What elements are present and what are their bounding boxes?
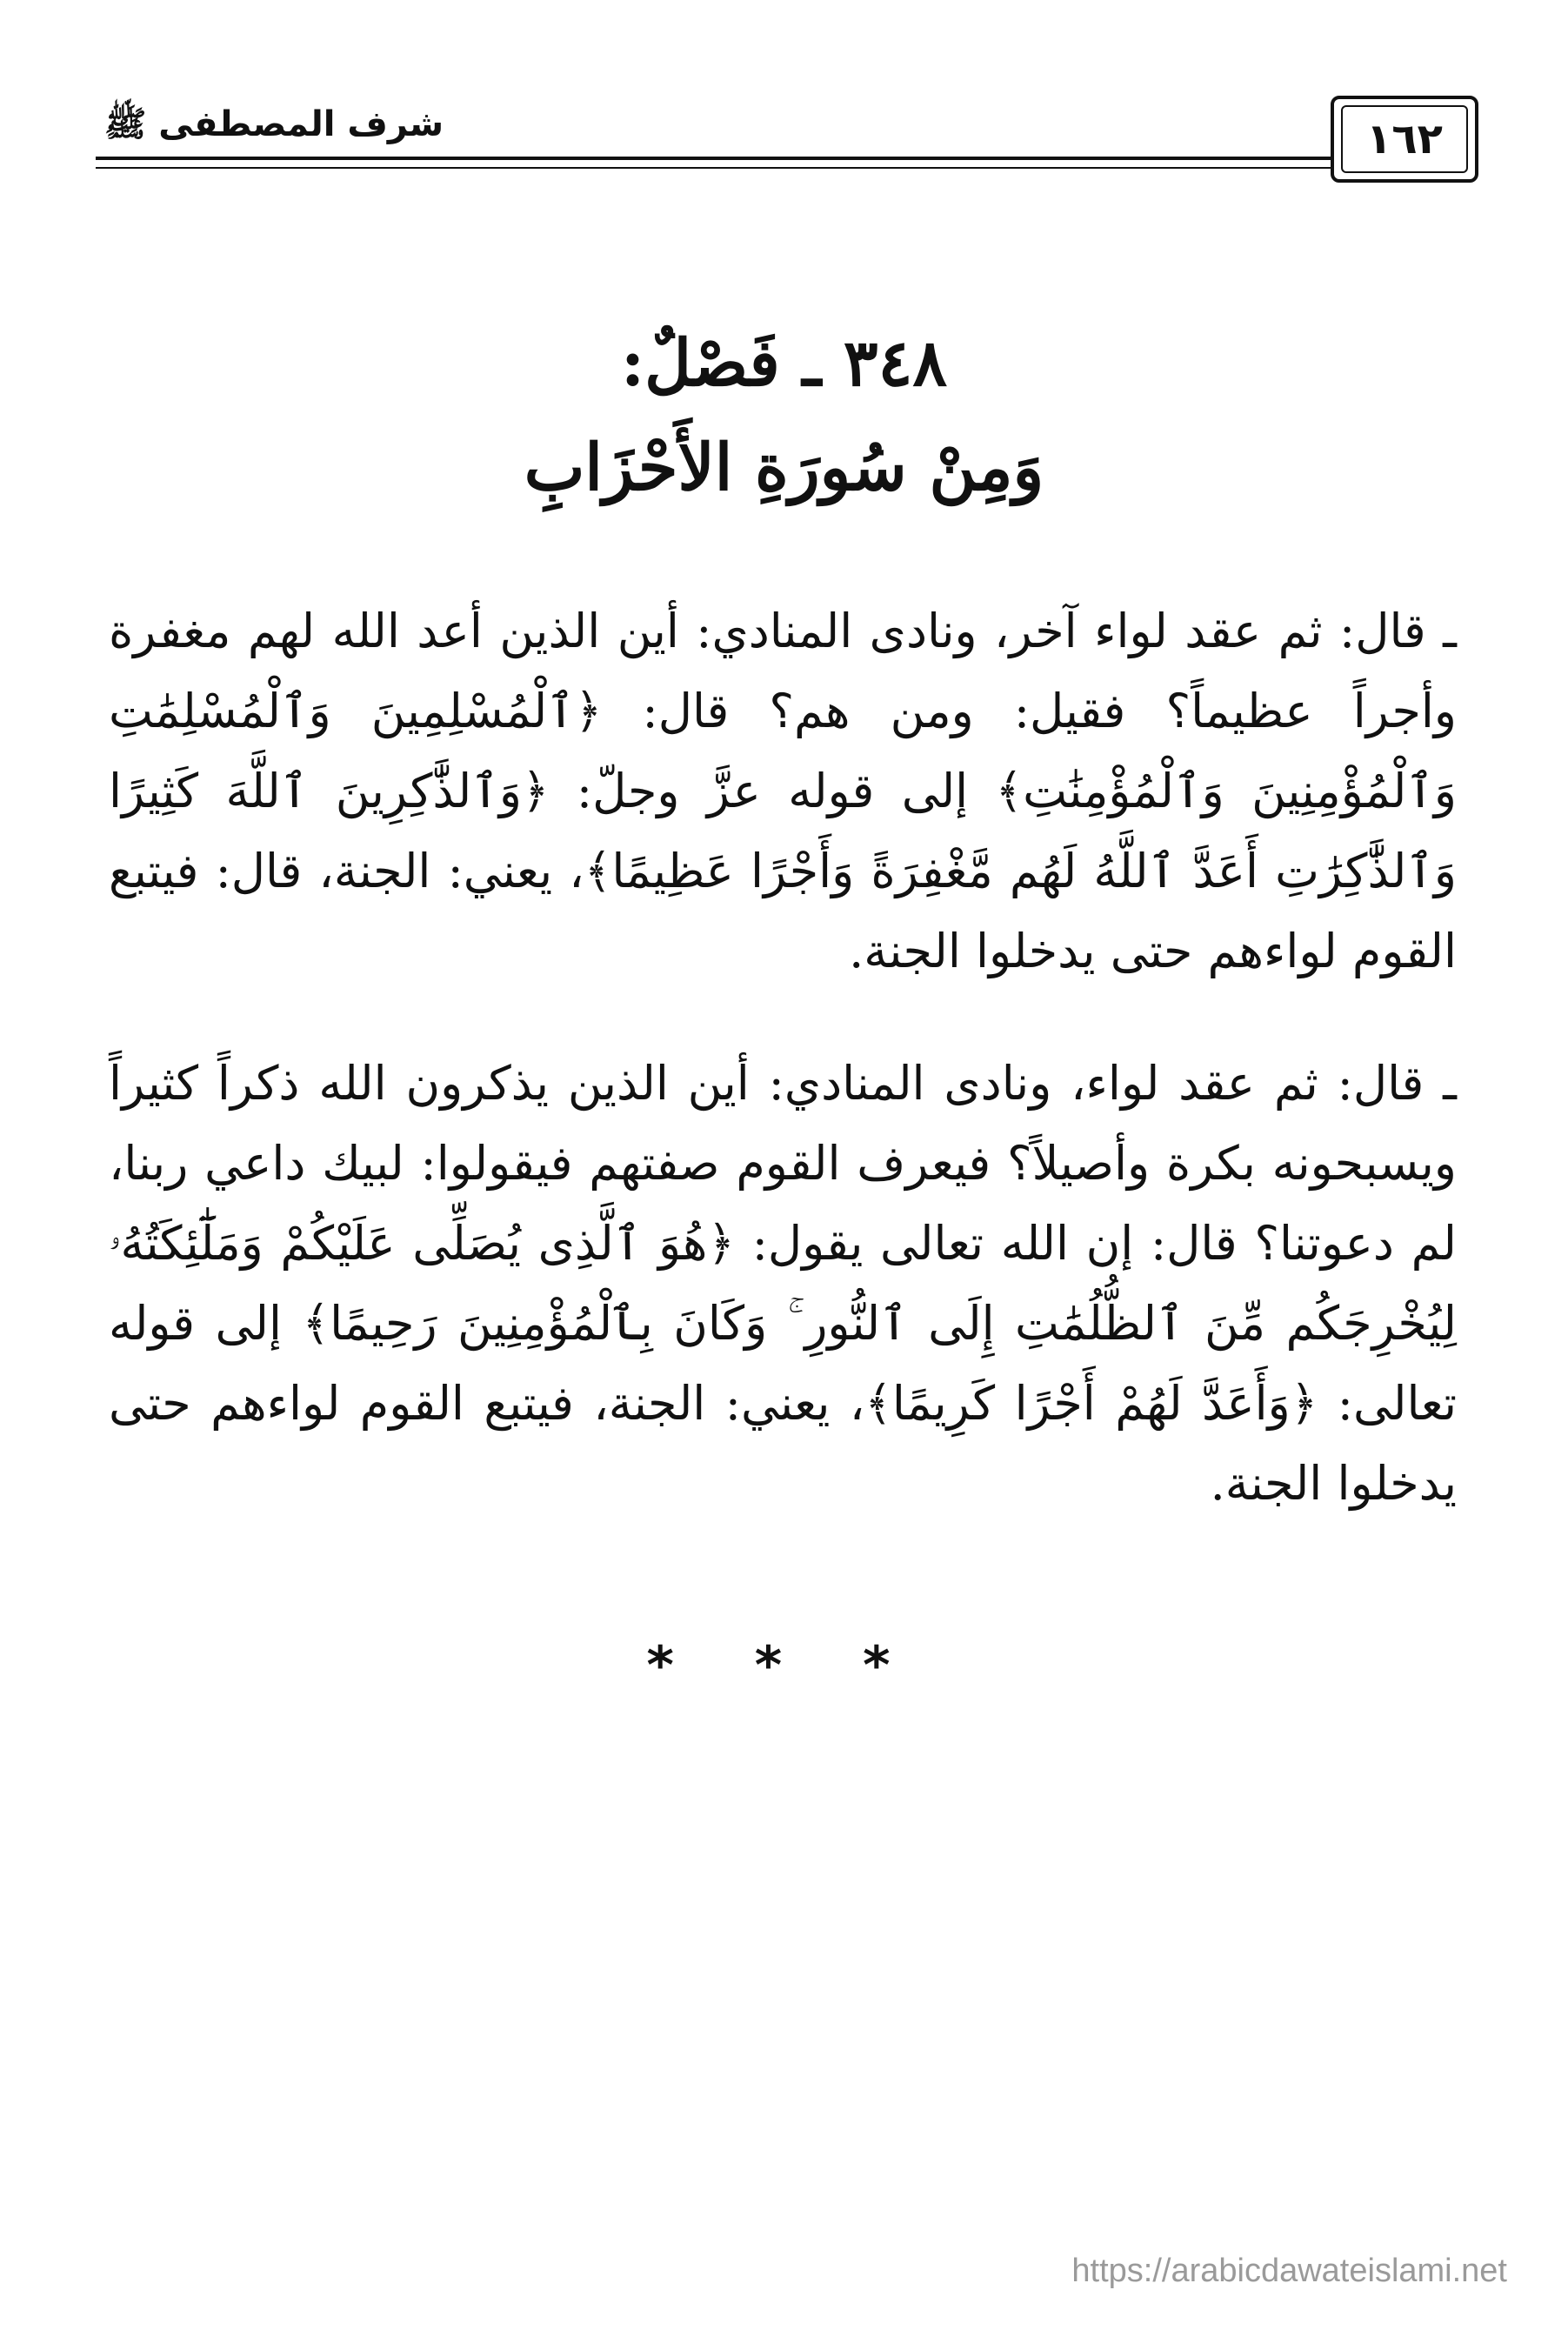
- section-separator: * * *: [646, 1635, 922, 1696]
- chapter-subtitle: وَمِنْ سُورَةِ الأَحْزَابِ: [524, 431, 1044, 505]
- page-number-frame: [1331, 96, 1478, 183]
- page-header: [96, 87, 1470, 191]
- header-rule-thin: [96, 167, 1470, 169]
- chapter-heading: ٣٤٨ ـ فَصْلٌ:: [620, 326, 948, 401]
- page-number: ١٦٢: [1341, 105, 1468, 173]
- header-rule: [96, 157, 1470, 160]
- running-title: شرف المصطفى ﷺ: [96, 103, 449, 153]
- website-watermark: https://arabicdawateislami.net: [1071, 2253, 1507, 2289]
- paragraph-2: ـ قال: ثم عقد لواء، ونادى المنادي: أين الذين يذكرون الله ذكراً كثيراً ويسبحونه بكرة وأصيلاً؟ فيعرف القوم صفتهم فيقولوا: لبيك داعي ربنا، لم دعوتنا؟ قال: إن الله تعالى يقول: ﴿هُوَ ٱلَّذِى يُصَلِّى عَلَيْكُمْ وَمَلَٰٓئِكَتُهُۥ لِيُخْرِجَكُم مِّنَ ٱلظُّلُمَٰتِ إِلَى ٱلنُّورِ ۚ وَكَانَ بِٱلْمُؤْمِنِينَ رَحِيمًا﴾ إلى قوله تعالى: ﴿وَأَعَدَّ لَهُمْ أَجْرًا كَرِيمًا﴾، يعني: الجنة، فيتبع القوم لواءهم حتى يدخلوا الجنة.: [109, 1056, 1457, 1511]
- paragraph-1: ـ قال: ثم عقد لواء آخر، ونادى المنادي: أين الذين أعد الله لهم مغفرة وأجراً عظيماً؟ فقيل: ومن هم؟ قال: ﴿ٱلْمُسْلِمِينَ وَٱلْمُسْلِمَٰتِ وَٱلْمُؤْمِنِينَ وَٱلْمُؤْمِنَٰتِ﴾ إلى قوله عزَّ وجلّ: ﴿وَٱلذَّٰكِرِينَ ٱللَّهَ كَثِيرًا وَٱلذَّٰكِرَٰتِ أَعَدَّ ٱللَّهُ لَهُم مَّغْفِرَةً وَأَجْرًا عَظِيمًا﴾، يعني: الجنة، قال: فيتبع القوم لواءهم حتى يدخلوا الجنة.: [109, 604, 1457, 978]
